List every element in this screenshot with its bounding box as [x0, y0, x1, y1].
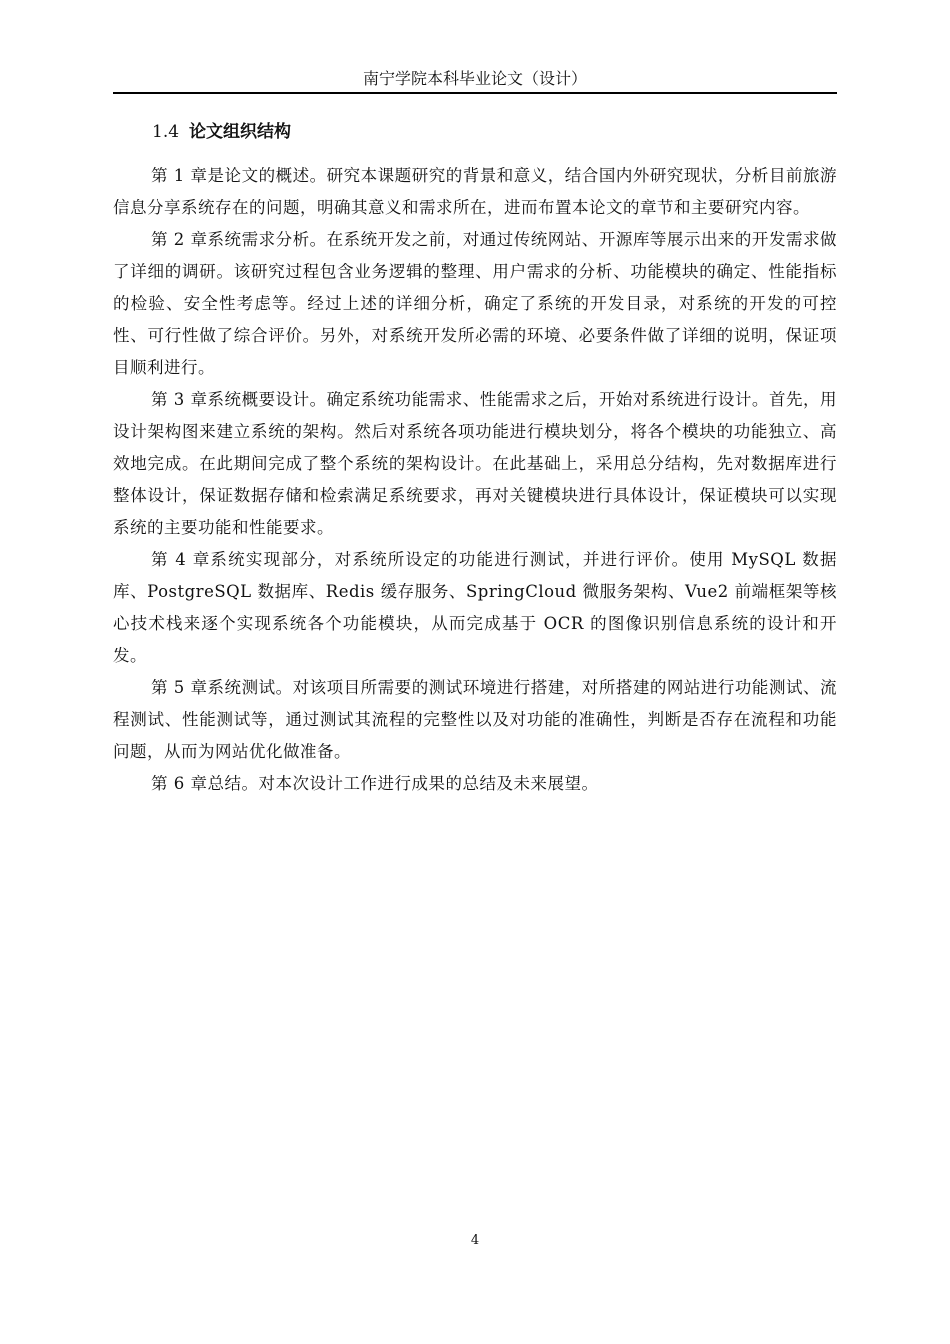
- header-title: 南宁学院本科毕业论文（设计）: [362, 69, 587, 88]
- section-heading: [152, 118, 291, 146]
- body-text: [113, 160, 837, 800]
- section-title: 论文组织结构: [189, 122, 292, 142]
- paragraph-chapter-6: 第 6 章总结。对本次设计工作进行成果的总结及未来展望。: [151, 774, 599, 793]
- paragraph-chapter-4: 第 4 章系统实现部分，对系统所设定的功能进行测试，并进行评价。使用 MySQL 数据库、PostgreSQL 数据库、Redis 缓存服务、SpringCloud 微服务架构、Vue2 前端框架等核心技术栈来逐个实现系统各个功能模块，从而完成基于 OCR 的图像识别信息系统的设计和开发。: [113, 550, 837, 665]
- page-number: 4: [470, 1233, 480, 1248]
- section-number: 1.4: [152, 122, 180, 142]
- paragraph-chapter-5: 第 5 章系统测试。对该项目所需要的测试环境进行搭建，对所搭建的网站进行功能测试、流程测试、性能测试等，通过测试其流程的完整性以及对功能的准确性，判断是否存在流程和功能问题，从而为网站优化做准备。: [113, 678, 837, 761]
- paragraph-chapter-3: 第 3 章系统概要设计。确定系统功能需求、性能需求之后，开始对系统进行设计。首先，用设计架构图来建立系统的架构。然后对系统各项功能进行模块划分，将各个模块的功能独立、高效地完成。在此期间完成了整个系统的架构设计。在此基础上，采用总分结构，先对数据库进行整体设计，保证数据存储和检索满足系统要求，再对关键模块进行具体设计，保证模块可以实现系统的主要功能和性能要求。: [113, 390, 837, 537]
- paragraph-chapter-2: 第 2 章系统需求分析。在系统开发之前，对通过传统网站、开源库等展示出来的开发需求做了详细的调研。该研究过程包含业务逻辑的整理、用户需求的分析、功能模块的确定、性能指标的检验、安全性考虑等。经过上述的详细分析，确定了系统的开发目录，对系统的开发的可控性、可行性做了综合评价。另外，对系统开发所必需的环境、必要条件做了详细的说明，保证项目顺利进行。: [113, 230, 837, 377]
- paragraph-chapter-1: 第 1 章是论文的概述。研究本课题研究的背景和意义，结合国内外研究现状，分析目前旅游信息分享系统存在的问题，明确其意义和需求所在，进而布置本论文的章节和主要研究内容。: [113, 166, 837, 217]
- page-header: [113, 66, 837, 94]
